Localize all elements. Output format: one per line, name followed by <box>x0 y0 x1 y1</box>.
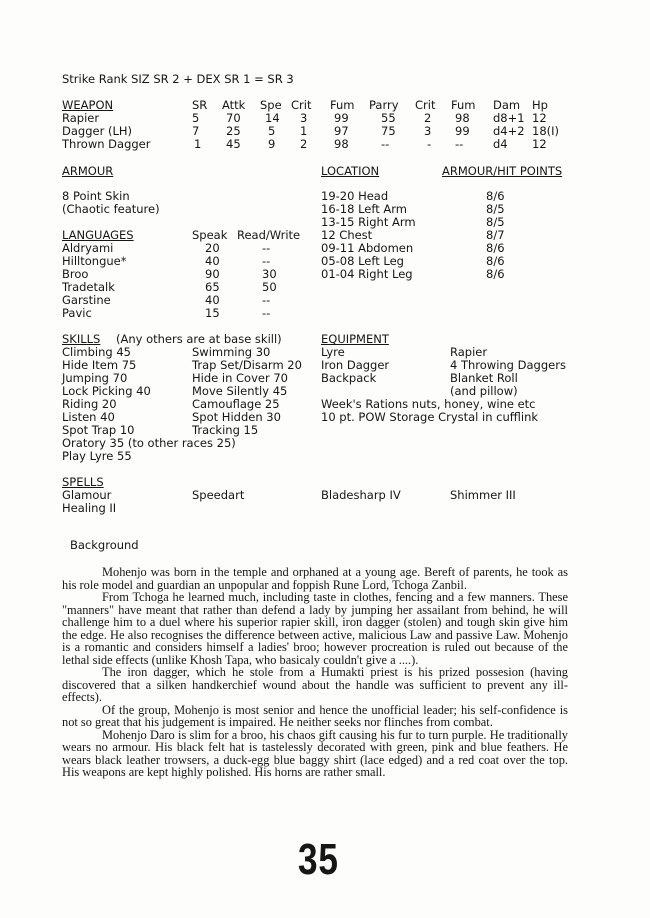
background-paragraph: The iron dagger, which he stole from a Humakti priest is his prized possesion (having discovered that a silken handkerchief wound about the handle was sufficient to prevent any ill-effects). <box>62 665 568 704</box>
spell-item: Speedart <box>192 488 245 502</box>
language-speak: 40 <box>205 293 220 307</box>
equipment-item: (and pillow) <box>450 384 518 398</box>
fum2-header: Fum <box>451 98 476 112</box>
weapon-cell: 1 <box>300 124 308 138</box>
weapon-cell: 12 <box>532 137 547 151</box>
weapon-cell: 2 <box>424 111 432 125</box>
spell-item: Bladesharp IV <box>321 488 401 502</box>
armour-hit-points-heading: ARMOUR/HIT POINTS <box>442 164 563 178</box>
speak-header: Speak <box>192 228 228 242</box>
armour-heading: ARMOUR <box>62 164 114 178</box>
languages-heading: LANGUAGES <box>62 228 134 242</box>
skill-item: Move Silently 45 <box>192 384 288 398</box>
language-read-write: -- <box>262 241 271 255</box>
background-heading: Background <box>70 538 139 552</box>
language-read-write: 30 <box>262 267 277 281</box>
weapon-cell: 9 <box>268 137 276 151</box>
location-name: 01-04 Right Leg <box>321 267 413 281</box>
spell-item: Healing II <box>62 501 117 515</box>
language-read-write: -- <box>262 293 271 307</box>
location-heading: LOCATION <box>321 164 380 178</box>
page-number: 35 <box>298 835 339 884</box>
crit-header: Crit <box>291 98 312 112</box>
weapon-cell: -- <box>455 137 464 151</box>
skill-item: Hide Item 75 <box>62 358 137 372</box>
language-speak: 20 <box>205 241 220 255</box>
read-write-header: Read/Write <box>237 228 301 242</box>
spell-item: Glamour <box>62 488 112 502</box>
location-name: 13-15 Right Arm <box>321 215 416 229</box>
equipment-item: 10 pt. POW Storage Crystal in cufflink <box>321 410 539 424</box>
skill-item: Tracking 15 <box>192 423 259 437</box>
skill-item: Oratory 35 (to other races 25) <box>62 436 236 450</box>
weapon-cell: -- <box>381 137 390 151</box>
skills-heading: SKILLS <box>62 332 101 346</box>
crit2-header: Crit <box>415 98 436 112</box>
language-read-write: -- <box>262 306 271 320</box>
skill-item: Play Lyre 55 <box>62 449 132 463</box>
location-points: 8/6 <box>486 267 505 281</box>
fum-header: Fum <box>330 98 355 112</box>
weapon-cell: 12 <box>532 111 547 125</box>
spells-heading: SPELLS <box>62 475 104 489</box>
language-name: Pavic <box>62 306 92 320</box>
location-points: 8/6 <box>486 254 505 268</box>
equipment-heading: EQUIPMENT <box>321 332 389 346</box>
weapon-cell: 97 <box>334 124 349 138</box>
weapon-header: WEAPON <box>62 98 114 112</box>
skill-item: Listen 40 <box>62 410 115 424</box>
weapon-cell: 99 <box>334 111 349 125</box>
language-speak: 90 <box>205 267 220 281</box>
location-points: 8/5 <box>486 202 505 216</box>
background-text <box>62 566 568 779</box>
skill-item: Riding 20 <box>62 397 117 411</box>
weapon-cell: d4 <box>493 137 508 151</box>
language-name: Tradetalk <box>62 280 115 294</box>
location-points: 8/7 <box>486 228 505 242</box>
location-name: 16-18 Left Arm <box>321 202 407 216</box>
weapon-cell: 99 <box>455 124 470 138</box>
weapon-cell: 14 <box>265 111 280 125</box>
location-name: 05-08 Left Leg <box>321 254 404 268</box>
weapon-cell: 1 <box>194 137 202 151</box>
parry-header: Parry <box>369 98 399 112</box>
weapon-cell: - <box>427 137 432 151</box>
weapon-cell: 5 <box>268 124 276 138</box>
weapon-cell: 3 <box>424 124 432 138</box>
background-paragraph: Of the group, Mohenjo is most senior and hence the unofficial leader; his self-confidence is not so great that his judgement is impaired. He neither seeks nor flinches from combat. <box>62 702 568 729</box>
location-points: 8/6 <box>486 189 505 203</box>
equipment-item: 4 Throwing Daggers <box>450 358 566 372</box>
spe-header: Spe <box>260 98 282 112</box>
weapon-cell: 25 <box>226 124 241 138</box>
skill-item: Jumping 70 <box>62 371 128 385</box>
skill-item: Hide in Cover 70 <box>192 371 288 385</box>
weapon-cell: 45 <box>226 137 241 151</box>
language-read-write: 50 <box>262 280 277 294</box>
location-name: 09-11 Abdomen <box>321 241 414 255</box>
language-speak: 65 <box>205 280 220 294</box>
location-name: 12 Chest <box>321 228 373 242</box>
equipment-item: Rapier <box>450 345 488 359</box>
skill-item: Climbing 45 <box>62 345 131 359</box>
location-points: 8/6 <box>486 241 505 255</box>
equipment-item: Blanket Roll <box>450 371 518 385</box>
weapon-cell: d4+2 <box>493 124 525 138</box>
weapon-cell: 3 <box>300 111 308 125</box>
equipment-item: Week's Rations nuts, honey, wine etc <box>321 397 536 411</box>
attk-header: Attk <box>222 98 246 112</box>
weapon-cell: 18(I) <box>532 124 559 138</box>
spell-item: Shimmer III <box>450 488 516 502</box>
equipment-item: Backpack <box>321 371 377 385</box>
weapon-cell: 7 <box>192 124 200 138</box>
sr-header: SR <box>192 98 208 112</box>
weapon-cell: 98 <box>334 137 349 151</box>
language-speak: 40 <box>205 254 220 268</box>
background-paragraph: Mohenjo Daro is slim for a broo, his chaos gift causing his fur to turn purple. He traditionally wears no armour. His black felt hat is tastelessly decorated with green, pink and blue feathers. He wears black leather trowsers, a duck-egg blue baggy shirt (lace edged) and a red coat over the top. His weapons are kept highly polished. His horns are rather small. <box>62 727 568 779</box>
strike-rank-line: Strike Rank SIZ SR 2 + DEX SR 1 = SR 3 <box>62 72 294 86</box>
dam-header: Dam <box>493 98 521 112</box>
weapon-name: Dagger (LH) <box>62 124 132 138</box>
weapon-cell: 70 <box>226 111 241 125</box>
weapon-cell: 2 <box>300 137 308 151</box>
language-name: Aldryami <box>62 241 114 255</box>
background-paragraph: Mohenjo was born in the temple and orphaned at a young age. Bereft of parents, he took as his role model and guardian an unpopular and foppish Rune Lord, Tchoga Zanbil. <box>62 565 568 592</box>
equipment-item: Lyre <box>321 345 345 359</box>
skill-item: Camouflage 25 <box>192 397 280 411</box>
skill-item: Spot Hidden 30 <box>192 410 281 424</box>
language-name: Broo <box>62 267 89 281</box>
language-name: Hilltongue* <box>62 254 127 268</box>
weapon-name: Thrown Dagger <box>62 137 151 151</box>
armour-line: (Chaotic feature) <box>62 202 160 216</box>
weapon-name: Rapier <box>62 111 100 125</box>
armour-line: 8 Point Skin <box>62 189 130 203</box>
weapon-cell: d8+1 <box>493 111 525 125</box>
hp-header: Hp <box>532 98 548 112</box>
equipment-item: Iron Dagger <box>321 358 390 372</box>
weapon-cell: 75 <box>381 124 396 138</box>
language-read-write: -- <box>262 254 271 268</box>
weapon-cell: 5 <box>192 111 200 125</box>
skill-item: Trap Set/Disarm 20 <box>192 358 302 372</box>
skill-item: Lock Picking 40 <box>62 384 151 398</box>
skill-item: Swimming 30 <box>192 345 271 359</box>
skills-note: (Any others are at base skill) <box>116 332 282 346</box>
weapon-cell: 98 <box>455 111 470 125</box>
skill-item: Spot Trap 10 <box>62 423 135 437</box>
background-paragraph: From Tchoga he learned much, including taste in clothes, fencing and a few manners. These "manners" have meant that rather than defend a lady by jumping her assailant from behind, he will challenge him to a duel where his superior rapier skill, iron dagger (stolen) and tough skin give him the edge. He also recognises the difference between active, malicious Law and passive Law. Mohenjo is a romantic and considers himself a ladies' broo; however procreation is ruled out because of the lethal side effects (unlike Khosh Tapa, who basicaly couldn't give a ....). <box>62 590 568 667</box>
language-speak: 15 <box>205 306 220 320</box>
location-points: 8/5 <box>486 215 505 229</box>
location-name: 19-20 Head <box>321 189 389 203</box>
language-name: Garstine <box>62 293 111 307</box>
weapon-cell: 55 <box>381 111 396 125</box>
